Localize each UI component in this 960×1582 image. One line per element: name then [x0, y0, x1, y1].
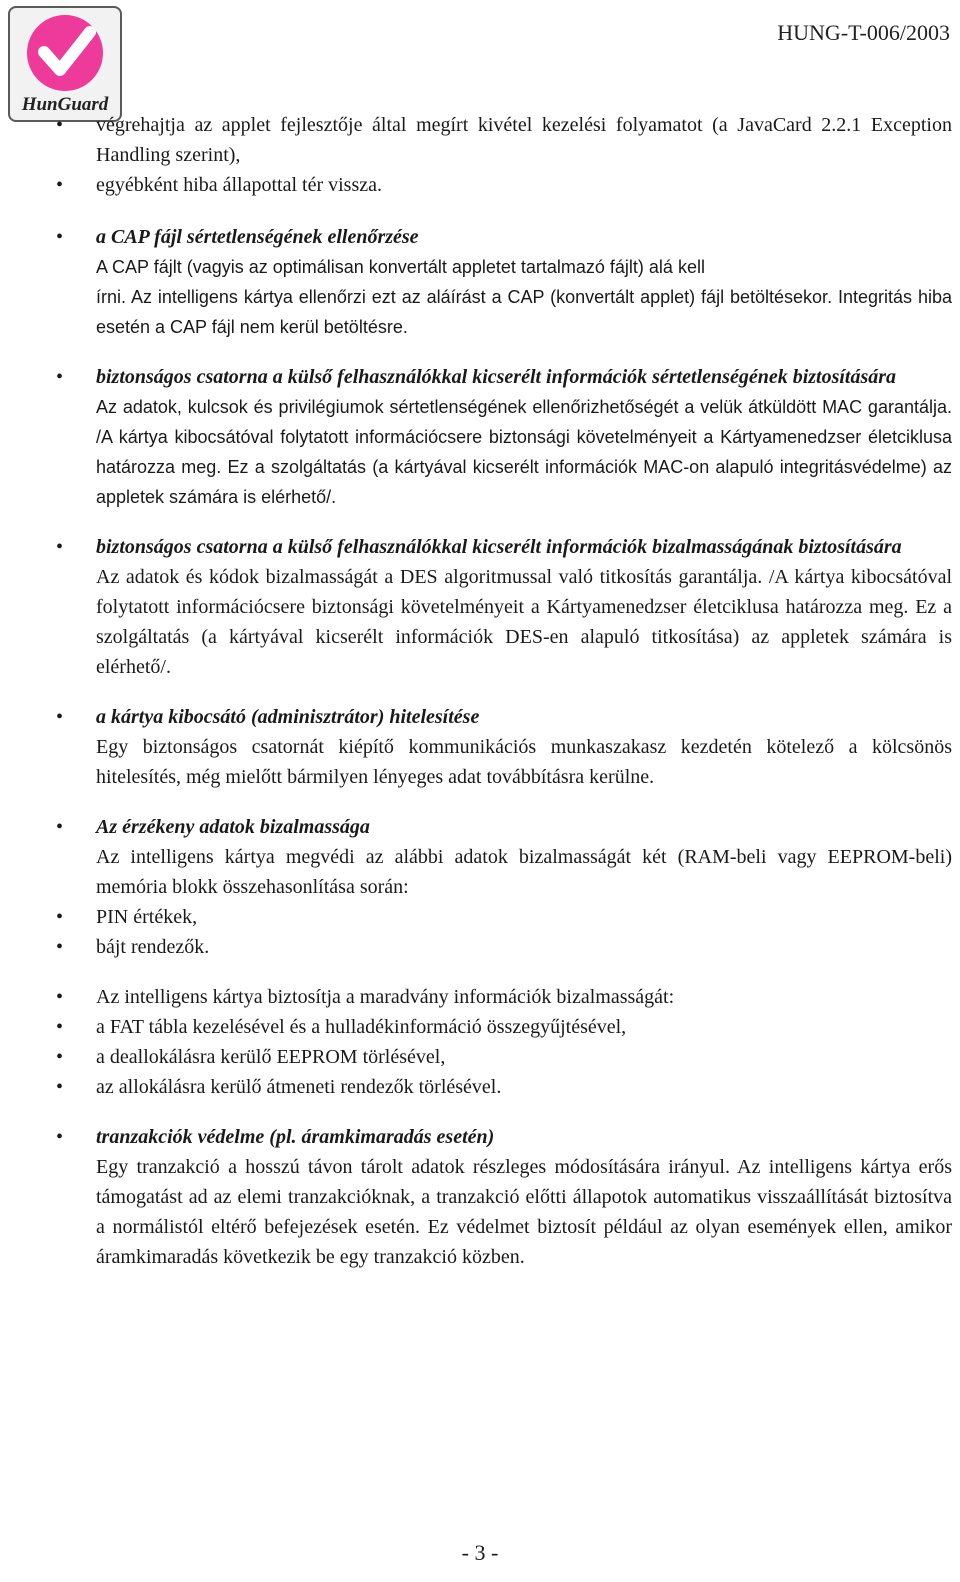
section-auth — [56, 702, 952, 792]
list-item: • végrehajtja az applet fejlesztője által megírt kivétel kezelési folyamatot (a JavaCard 2.2.1 Exception Handling szerint), — [56, 110, 952, 170]
list-item: • a deallokálásra kerülő EEPROM törlésével, — [56, 1042, 952, 1072]
section-residual — [56, 982, 952, 1012]
section-body: Egy tranzakció a hosszú távon tárolt adatok részleges módosítására irányul. Az intelligens kártya erős támogatást ad az elemi tranzakcióknak, a tranzakció előtti állapotok automatikus visszaállítását biztosítva a normálistól eltérő befejezések esetén. Ez védelmet biztosít például az olyan események ellen, amikor áramkimaradás következik be egy tranzakció közben. — [96, 1156, 952, 1268]
bullet-icon: • — [56, 986, 64, 1008]
section-body: A CAP fájlt (vagyis az optimálisan konvertált appletet tartalmazó fájlt) alá kell — [96, 257, 705, 277]
list-item: • egyébként hiba állapottal tér vissza. — [56, 170, 952, 200]
bullet-icon: • — [56, 536, 64, 558]
section-body: Az adatok, kulcsok és privilégiumok sértetlenségének ellenőrizhetőségét a velük átküldött MAC garantálja. /A kártya kibocsátóval folytatott információcsere biztonsági követelményeit a Kártyamenedzser életciklusa határozza meg. Ez a szolgáltatás (a kártyával kicserélt információk MAC-on alapuló integritásvédelme) az appletek számára is elérhető/. — [96, 397, 952, 507]
bullet-icon: • — [56, 1126, 64, 1148]
section-heading: Az érzékeny adatok bizalmassága — [96, 816, 370, 838]
document-id: HUNG-T-006/2003 — [777, 20, 950, 45]
list-item: • PIN értékek, — [56, 902, 952, 932]
section-transaction — [56, 1122, 952, 1272]
section-body: Egy biztonságos csatornát kiépítő kommunikációs munkaszakasz kezdetén kötelező a kölcsönös hitelesítés, még mielőtt bármilyen lényeges adat továbbításra kerülne. — [96, 736, 952, 788]
hunguard-logo — [8, 6, 122, 122]
bullet-icon: • — [56, 816, 64, 838]
section-intro: Az intelligens kártya biztosítja a maradvány információk bizalmasságát: — [96, 986, 675, 1008]
section-heading: tranzakciók védelme (pl. áramkimaradás esetén) — [96, 1126, 495, 1148]
list-item: • az allokálásra kerülő átmeneti rendezők törlésével. — [56, 1072, 952, 1102]
section-heading: a CAP fájl sértetlenségének ellenőrzése — [96, 226, 419, 248]
section-cap — [56, 222, 952, 342]
section-body: írni. Az intelligens kártya ellenőrzi ezt az aláírást a CAP (konvertált applet) fájl betöltésekor. Integritás hiba esetén a CAP fájl nem kerül betöltésre. — [96, 287, 952, 337]
section-heading: a kártya kibocsátó (adminisztrátor) hitelesítése — [96, 706, 480, 728]
section-integrity — [56, 362, 952, 512]
section-body: Az intelligens kártya megvédi az alábbi adatok bizalmasságát két (RAM-beli vagy EEPROM-beli) memória blokk összehasonlítása során: — [96, 846, 952, 898]
section-body: Az adatok és kódok bizalmasságát a DES algoritmussal való titkosítás garantálja. /A kártya kibocsátóval folytatott információcsere biztonsági követelményeit a Kártyamenedzser életciklusa határozza meg. Ez a szolgáltatás (a kártyával kicserélt információk DES-en alapuló titkosítása) az appletek számára is elérhető/. — [96, 566, 952, 678]
section-heading: biztonságos csatorna a külső felhasználókkal kicserélt információk bizalmasságának biztosítására — [96, 536, 902, 558]
bullet-icon: • — [56, 366, 64, 388]
document-body — [56, 110, 952, 1272]
list-item: • bájt rendezők. — [56, 932, 952, 962]
section-sensitive — [56, 812, 952, 902]
logo-text: HunGuard — [21, 94, 109, 115]
list-item: • a FAT tábla kezelésével és a hulladékinformáció összegyűjtésével, — [56, 1012, 952, 1042]
page-number: - 3 - — [461, 1540, 499, 1565]
bullet-icon: • — [56, 226, 64, 248]
section-heading: biztonságos csatorna a külső felhasználókkal kicserélt információk sértetlenségének biztosítására — [96, 366, 897, 388]
bullet-icon: • — [56, 706, 64, 728]
section-confidentiality — [56, 532, 952, 682]
